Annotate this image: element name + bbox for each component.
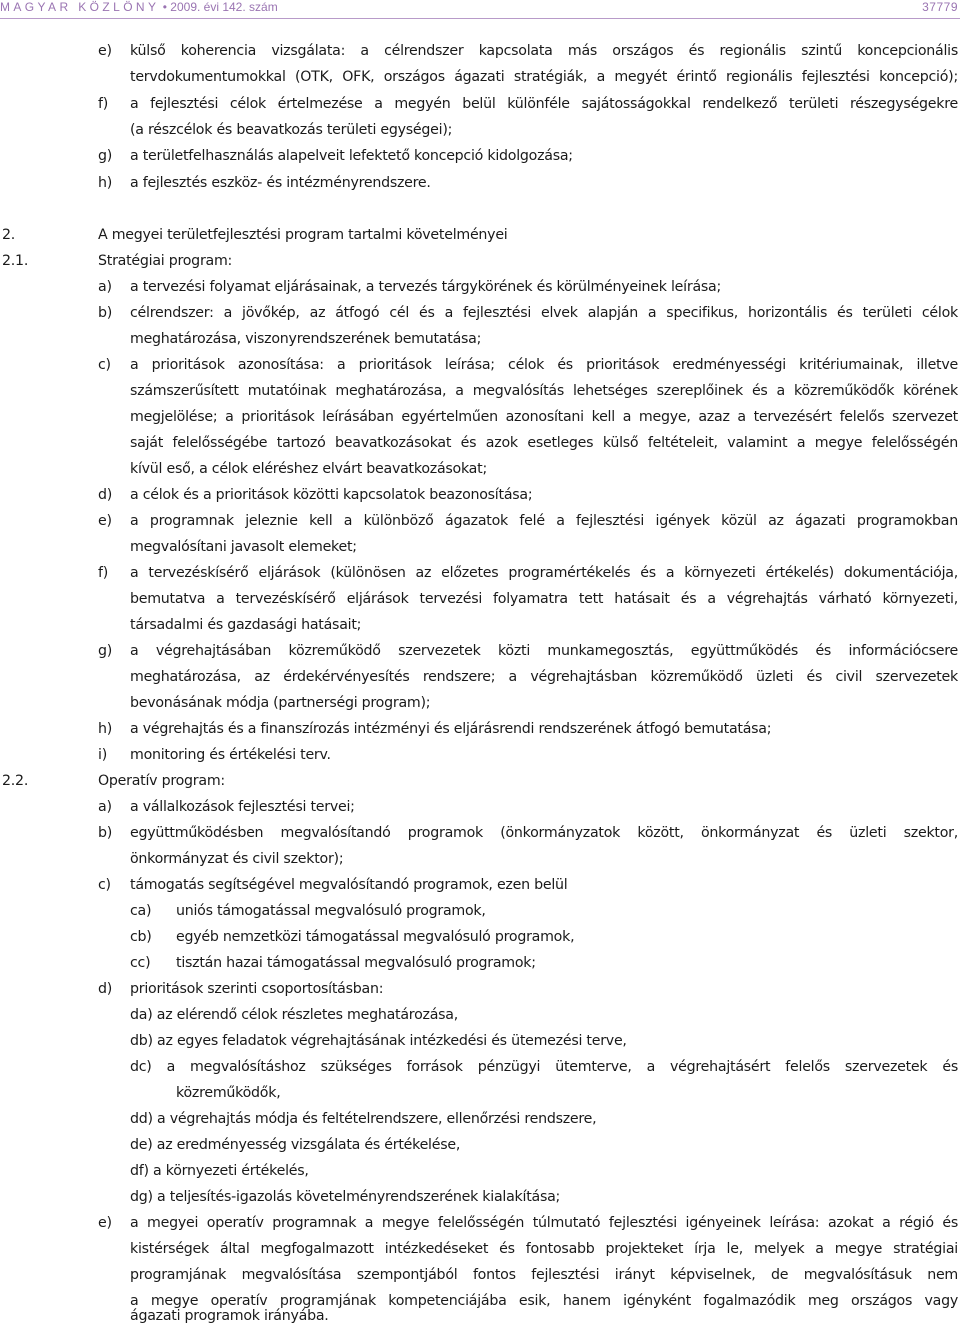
heading-number: 2.2. xyxy=(2,773,29,789)
sub-item-ca xyxy=(0,898,960,924)
item-marker: g) xyxy=(98,148,113,164)
list-item-f xyxy=(0,91,960,117)
sub-item-text: közreműködők, xyxy=(176,1085,281,1101)
item-text: (a részcélok és beavatkozás területi egységei); xyxy=(130,122,453,138)
item-continuation xyxy=(0,612,960,638)
item-text: a célok és a prioritások közötti kapcsolatok beazonosítása; xyxy=(130,487,533,503)
sub-item-dc xyxy=(0,1054,960,1080)
item-text: kistérségek által megfogalmazott intézkedéseket és fontosabb projekteket írja le, melyek a megye stratégiai xyxy=(130,1241,958,1257)
item-text: számszerűsített mutatóinak meghatározása, a megvalósítás lehetséges szereplőinek és a közreműködők körének xyxy=(130,383,958,399)
item-text: prioritások szerinti csoportosításban: xyxy=(130,981,384,997)
section-heading-2-2 xyxy=(0,768,960,794)
item-text: együttműködésben megvalósítandó programok (önkormányzatok között, önkormányzat és üzleti szektor, xyxy=(130,825,958,841)
list-item-e xyxy=(0,508,960,534)
item-continuation xyxy=(0,1236,960,1262)
item-continuation xyxy=(0,430,960,456)
item-text: a tervezéskísérő eljárások (különösen az előzetes programértékelés és a környezeti értékelés) dokumentációja, xyxy=(130,565,958,581)
sub-item-text: db) az egyes feladatok végrehajtásának intézkedési és ütemezési terve, xyxy=(130,1033,627,1049)
item-continuation xyxy=(0,534,960,560)
item-marker: e) xyxy=(98,43,112,59)
sub-item-marker: ca) xyxy=(130,903,152,919)
item-text: ágazati programok irányába. xyxy=(130,1308,329,1324)
item-text: bemutatva a tervezéskísérő eljárások tervezési folyamatra tett hatásait és a végrehajtás várható környezeti, xyxy=(130,591,958,607)
item-continuation xyxy=(0,326,960,352)
item-text: külső koherencia vizsgálata: a célrendszer kapcsolata más országos és regionális szintű koncepcionális xyxy=(130,43,958,59)
list-item-a xyxy=(0,794,960,820)
item-continuation xyxy=(0,690,960,716)
item-marker: f) xyxy=(98,565,109,581)
list-item-d xyxy=(0,482,960,508)
item-continuation xyxy=(0,1262,960,1288)
list-item-i xyxy=(0,742,960,768)
item-continuation xyxy=(0,378,960,404)
list-item-f xyxy=(0,560,960,586)
sub-item-marker: cb) xyxy=(130,929,152,945)
list-item-c xyxy=(0,872,960,898)
list-item-e xyxy=(0,1210,960,1236)
list-item-b xyxy=(0,820,960,846)
sub-item-dg xyxy=(0,1184,960,1210)
list-item-b xyxy=(0,300,960,326)
item-continuation xyxy=(0,846,960,872)
item-text: a programnak jeleznie kell a különböző ágazatok felé a fejlesztési igények közül az ágazati programokban xyxy=(130,513,958,529)
section-heading-2 xyxy=(0,222,960,248)
item-text: társadalmi és gazdasági hatásait; xyxy=(130,617,362,633)
list-item-g xyxy=(0,143,960,169)
item-marker: i) xyxy=(98,747,107,763)
sub-item-de xyxy=(0,1132,960,1158)
heading-number: 2.1. xyxy=(2,253,29,269)
journal-info xyxy=(0,0,278,14)
item-marker: c) xyxy=(98,357,111,373)
item-text: meghatározása, az érdekérvényesítés rendszere; a végrehajtásban közreműködő üzleti és civil szervezetek xyxy=(130,669,958,685)
heading-title: Operatív program: xyxy=(98,773,225,789)
item-text: önkormányzat és civil szektor); xyxy=(130,851,344,867)
sub-item-continuation xyxy=(0,1080,960,1106)
sub-item-text: dd) a végrehajtás módja és feltételrendszere, ellenőrzési rendszere, xyxy=(130,1111,597,1127)
list-item-e xyxy=(0,38,960,64)
item-text: célrendszer: a jövőkép, az átfogó cél és a fejlesztési elvek alapján a specifikus, horizontális és területi célok xyxy=(130,305,958,321)
sub-item-text: df) a környezeti értékelés, xyxy=(130,1163,309,1179)
item-marker: a) xyxy=(98,279,112,295)
sub-item-text: dc) a megvalósításhoz szükséges források pénzügyi ütemterve, a végrehajtásért felelős szervezetek és xyxy=(130,1059,958,1075)
list-item-g xyxy=(0,638,960,664)
item-text: a területfelhasználás alapelveit lefektető koncepció kidolgozása; xyxy=(130,148,573,164)
item-text: a megye operatív programjának kompetenciájába esik, hanem igényként fogalmazódik meg országos vagy xyxy=(130,1293,958,1309)
item-continuation xyxy=(0,456,960,482)
item-continuation xyxy=(0,117,960,143)
item-text: a vállalkozások fejlesztési tervei; xyxy=(130,799,355,815)
page-header xyxy=(0,0,960,19)
sub-item-text: dg) a teljesítés-igazolás követelményrendszerének kialakítása; xyxy=(130,1189,561,1205)
sub-item-cc xyxy=(0,950,960,976)
item-text: támogatás segítségével megvalósítandó programok, ezen belül xyxy=(130,877,568,893)
item-marker: d) xyxy=(98,981,113,997)
sub-item-df xyxy=(0,1158,960,1184)
section-heading-2-1 xyxy=(0,248,960,274)
sub-item-da xyxy=(0,1002,960,1028)
item-text: bevonásának módja (partnerségi program); xyxy=(130,695,431,711)
item-text: kívül eső, a célok eléréshez elvárt beavatkozásokat; xyxy=(130,461,487,477)
item-text: a tervezési folyamat eljárásainak, a tervezés tárgykörének és körülményeinek leírása; xyxy=(130,279,722,295)
item-continuation xyxy=(0,404,960,430)
list-item-c xyxy=(0,352,960,378)
header-bullet: • xyxy=(162,0,167,14)
sub-item-text: tisztán hazai támogatással megvalósuló programok; xyxy=(176,955,536,971)
item-marker: a) xyxy=(98,799,112,815)
item-text: a megyei operatív programnak a megye felelősségén túlmutató fejlesztési igényeinek leírása: azokat a régió és xyxy=(130,1215,958,1231)
list-item-a xyxy=(0,274,960,300)
list-item-h xyxy=(0,170,960,196)
item-text: megvalósítani javasolt elemeket; xyxy=(130,539,357,555)
sub-item-dd xyxy=(0,1106,960,1132)
sub-item-text: uniós támogatással megvalósuló programok, xyxy=(176,903,486,919)
item-continuation xyxy=(0,1303,960,1329)
item-marker: d) xyxy=(98,487,113,503)
item-marker: f) xyxy=(98,96,109,112)
sub-item-marker: cc) xyxy=(130,955,151,971)
sub-item-text: da) az elérendő célok részletes meghatározása, xyxy=(130,1007,458,1023)
item-text: a prioritások azonosítása: a prioritások leírása; célok és prioritások eredményességi kritériumainak, illetve xyxy=(130,357,958,373)
journal-title: MAGYAR KÖZLÖNY xyxy=(0,0,160,14)
heading-title: A megyei területfejlesztési program tartalmi követelményei xyxy=(98,227,508,243)
list-item-h xyxy=(0,716,960,742)
item-text: monitoring és értékelési terv. xyxy=(130,747,331,763)
item-marker: h) xyxy=(98,721,113,737)
issue-number: 2009. évi 142. szám xyxy=(170,0,278,14)
item-text: a végrehajtásában közreműködő szervezetek közti munkamegosztás, együttműködés és információcsere xyxy=(130,643,958,659)
item-marker: g) xyxy=(98,643,113,659)
item-marker: h) xyxy=(98,175,113,191)
item-text: saját felelősségébe tartozó beavatkozásokat és azok esetleges külső feltételeit, valamint a megye felelősségén xyxy=(130,435,958,451)
item-continuation xyxy=(0,586,960,612)
item-continuation xyxy=(0,64,960,90)
item-text: tervdokumentumokkal (OTK, OFK, országos ágazati stratégiák, a megyét érintő regionális fejlesztési koncepció); xyxy=(130,69,958,85)
item-text: a fejlesztési célok értelmezése a megyén belül különféle sajátosságokkal rendelkező területi részegységekre xyxy=(130,96,958,112)
sub-item-text: de) az eredményesség vizsgálata és értékelése, xyxy=(130,1137,461,1153)
sub-item-cb xyxy=(0,924,960,950)
item-text: meghatározása, viszonyrendszerének bemutatása; xyxy=(130,331,482,347)
item-text: programjának megvalósítása szempontjából fontos fejlesztési irányt képviselnek, de megvalósításuk nem xyxy=(130,1267,958,1283)
item-text: a fejlesztés eszköz- és intézményrendszere. xyxy=(130,175,431,191)
item-marker: b) xyxy=(98,825,113,841)
item-text: megjelölése; a prioritások leírásában egyértelműen azonosítani kell a megye, azaz a tervezésért felelős szervezet xyxy=(130,409,958,425)
item-marker: c) xyxy=(98,877,111,893)
item-marker: e) xyxy=(98,1215,112,1231)
item-text: a végrehajtás és a finanszírozás intézményi és eljárásrendi rendszerének átfogó bemutatása; xyxy=(130,721,772,737)
heading-number: 2. xyxy=(2,227,16,243)
heading-title: Stratégiai program: xyxy=(98,253,233,269)
list-item-d xyxy=(0,976,960,1002)
sub-item-text: egyéb nemzetközi támogatással megvalósuló programok, xyxy=(176,929,575,945)
item-marker: b) xyxy=(98,305,113,321)
item-marker: e) xyxy=(98,513,112,529)
item-continuation xyxy=(0,664,960,690)
page-number: 37779 xyxy=(922,0,958,14)
sub-item-db xyxy=(0,1028,960,1054)
